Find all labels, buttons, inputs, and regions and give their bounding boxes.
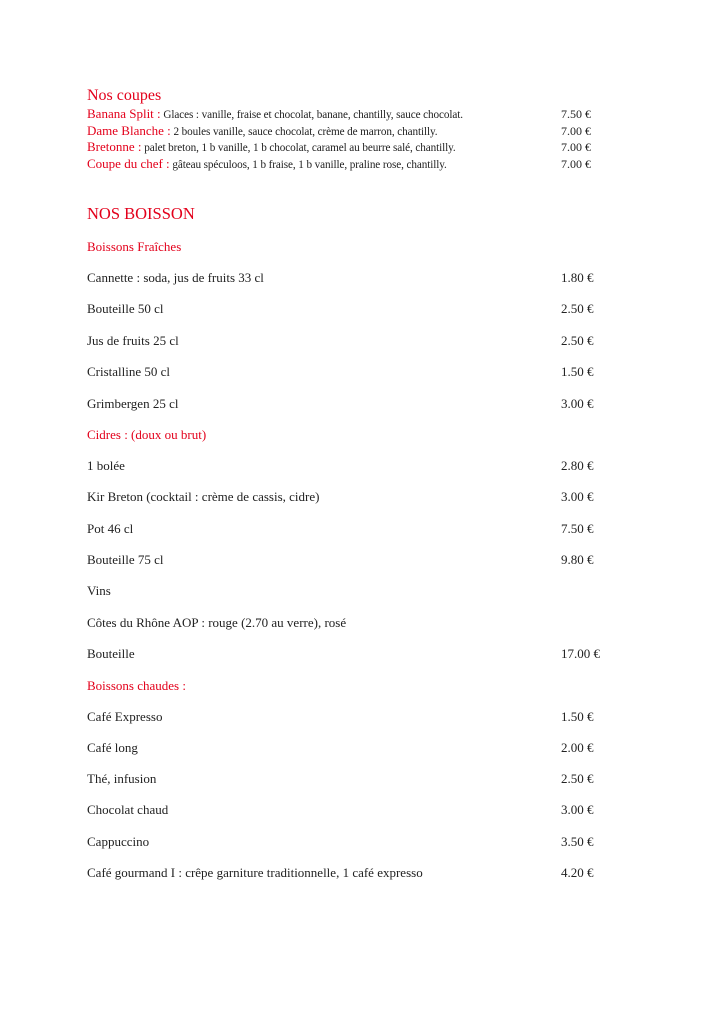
drink-label: Café Expresso bbox=[87, 709, 163, 724]
vins-desc: Côtes du Rhône AOP : rouge (2.70 au verre), rosé bbox=[87, 615, 347, 630]
drink-label: Kir Breton (cocktail : crème de cassis, cidre) bbox=[87, 489, 320, 504]
drink-price: 2.50 € bbox=[561, 771, 594, 786]
coupe-price: 7.50 € bbox=[561, 107, 591, 121]
drink-label: Chocolat chaud bbox=[87, 802, 169, 817]
drink-price: 1.50 € bbox=[561, 709, 594, 724]
drink-price: 17.00 € bbox=[561, 646, 600, 661]
coupe-row bbox=[87, 106, 617, 123]
drink-price: 7.50 € bbox=[561, 521, 594, 536]
coupe-price: 7.00 € bbox=[561, 156, 591, 171]
drink-label: Jus de fruits 25 cl bbox=[87, 333, 179, 348]
section-heading-vins: Vins bbox=[87, 583, 111, 598]
drink-label: Café gourmand I : crêpe garniture traditionnelle, 1 café expresso bbox=[87, 865, 423, 880]
section-heading-cidres: Cidres : (doux ou brut) bbox=[87, 427, 207, 442]
coupes-section bbox=[87, 86, 617, 172]
coupes-title: Nos coupes bbox=[87, 87, 162, 104]
drink-price: 3.50 € bbox=[561, 834, 594, 849]
drink-price: 2.00 € bbox=[561, 740, 594, 755]
drink-price: 3.00 € bbox=[561, 802, 594, 817]
section-heading-fraiches: Boissons Fraîches bbox=[87, 239, 182, 254]
coupe-row bbox=[87, 139, 617, 156]
drink-label: Grimbergen 25 cl bbox=[87, 396, 179, 411]
coupe-price: 7.00 € bbox=[561, 123, 591, 138]
section-heading-chaudes: Boissons chaudes : bbox=[87, 678, 186, 693]
coupe-name: Bretonne : bbox=[87, 139, 142, 154]
drink-label: Pot 46 cl bbox=[87, 521, 134, 536]
drink-price: 9.80 € bbox=[561, 552, 594, 567]
drink-price: 2.50 € bbox=[561, 333, 594, 348]
drink-price: 4.20 € bbox=[561, 865, 594, 880]
coupe-desc: palet breton, 1 b vanille, 1 b chocolat, caramel au beurre salé, chantilly. bbox=[141, 142, 456, 154]
drink-label: Bouteille 75 cl bbox=[87, 552, 164, 567]
coupe-price: 7.00 € bbox=[561, 140, 591, 154]
drink-price: 2.80 € bbox=[561, 458, 594, 473]
coupe-name: Coupe du chef : bbox=[87, 155, 170, 171]
drink-label: Cristalline 50 cl bbox=[87, 364, 171, 379]
drink-label: Thé, infusion bbox=[87, 771, 157, 786]
coupe-desc: 2 boules vanille, sauce chocolat, crème de marron, chantilly. bbox=[170, 125, 438, 138]
drink-label: Bouteille 50 cl bbox=[87, 301, 164, 316]
drink-price: 1.80 € bbox=[561, 270, 594, 285]
drink-price: 1.50 € bbox=[561, 364, 594, 379]
coupe-row bbox=[87, 123, 617, 140]
drink-label: Café long bbox=[87, 740, 138, 755]
drink-label: 1 bolée bbox=[87, 458, 125, 473]
drink-price: 3.00 € bbox=[561, 396, 594, 411]
drink-label: Cappuccino bbox=[87, 834, 150, 849]
drink-price: 3.00 € bbox=[561, 489, 594, 504]
coupe-desc: Glaces : vanille, fraise et chocolat, banane, chantilly, sauce chocolat. bbox=[160, 109, 463, 121]
coupe-name: Dame Blanche : bbox=[87, 122, 171, 138]
coupe-row bbox=[87, 156, 617, 173]
drink-label: Cannette : soda, jus de fruits 33 cl bbox=[87, 270, 264, 285]
boissons-title: NOS BOISSON bbox=[87, 204, 195, 223]
drink-price: 2.50 € bbox=[561, 301, 594, 316]
drink-label: Bouteille bbox=[87, 646, 135, 661]
coupe-desc: gâteau spéculoos, 1 b fraise, 1 b vanille, praline rose, chantilly. bbox=[169, 158, 447, 171]
coupe-name: Banana Split : bbox=[87, 106, 161, 121]
